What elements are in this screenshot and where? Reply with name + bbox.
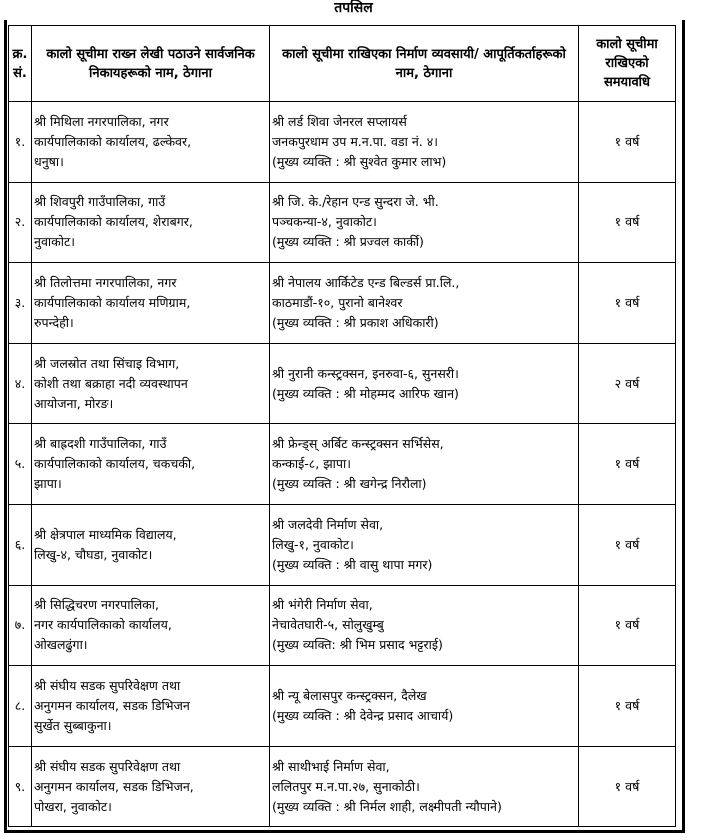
blacklist-table [8,25,676,827]
firm-line: (मुख्य व्यक्ति : श्री सुश्वेत कुमार लाभ) [272,153,447,169]
row-public-body [32,746,270,827]
public-body-line: नगर कार्यपालिकाको कार्यालय, [34,617,172,633]
public-body-line: नुवाकोट। [34,234,76,250]
public-body-line: पोखरा, नुवाकोट। [34,798,112,814]
table-row [9,424,676,505]
row-serial-number: १. [9,102,32,183]
firm-line: जनकपुरधाम उप म.न.पा. वडा नं. ४। [272,133,438,149]
row-firm [270,102,579,183]
public-body-line: लिखु-४, चौघडा, नुवाकोट। [34,546,153,562]
public-body-line: सुर्खेत सुब्बाकुना। [34,717,112,733]
firm-line: (मुख्य व्यक्ति : श्री निर्मल शाही, लक्ष्मीपती न्यौपाने) [272,798,502,814]
row-serial-number: ९. [9,746,32,827]
firm-line: श्री लर्ड शिवा जेनरल सप्लायर्स [272,113,407,129]
row-firm [270,504,579,585]
row-duration: १ वर्ष [579,263,676,344]
firm-line: (मुख्य व्यक्ति : श्री प्रकाश अधिकारी) [272,314,439,330]
firm-line: (मुख्य व्यक्ति: श्री भिम प्रसाद भट्टराई) [272,637,443,653]
row-firm [270,746,579,827]
table-row [9,263,676,344]
public-body-line: श्री मिथिला नगरपालिका, नगर [34,113,169,129]
public-body-line: श्री सिद्धिचरण नगरपालिका, [34,597,159,613]
firm-line: कन्काई-८, झापा। [272,456,351,472]
page-title: तपसिल [334,0,373,16]
table-row [9,585,676,666]
table-row [9,102,676,183]
firm-line: काठमाडौं-१०, पुरानो बानेश्वर [272,294,403,310]
firm-line: (मुख्य व्यक्ति : श्री खगेन्द्र निरौला) [272,476,427,492]
row-duration: १ वर्ष [579,746,676,827]
firm-line: श्री जलदेवी निर्माण सेवा, [272,516,384,532]
public-body-line: श्री जलस्रोत तथा सिंचाइ विभाग, [34,355,180,371]
public-body-line: ओखलढुंगा। [34,637,88,653]
firm-line: श्री जि. के./रेहान एन्ड सुन्दरा जे. भी. [272,194,439,210]
header-public-body: कालो सूचीमा राख्न लेखी पठाउने सार्वजनिक निकायहरूको नाम, ठेगाना [32,26,270,102]
public-body-line: श्री क्षेत्रपाल माध्यमिक विद्यालय, [34,526,177,542]
table-body [9,102,676,827]
public-body-line: धनुषा। [34,153,64,169]
row-serial-number: ३. [9,263,32,344]
public-body-line: श्री शिवपुरी गाउँपालिका, गाउँ [34,194,166,210]
firm-line: ललितपुर म.न.पा.२७, सुनाकोठी। [272,778,420,794]
table-row [9,504,676,585]
row-duration: १ वर्ष [579,424,676,505]
public-body-line: श्री तिलोत्तमा नगरपालिका, नगर [34,274,177,290]
header-sn: क्र. सं. [9,26,32,102]
public-body-line: श्री संघीय सडक सुपरिवेक्षण तथा [34,677,181,693]
row-duration: १ वर्ष [579,585,676,666]
row-firm [270,424,579,505]
public-body-line: झापा। [34,476,62,492]
public-body-line: कार्यपालिकाको कार्यालय, ढल्केवर, [34,133,192,149]
row-public-body [32,182,270,263]
public-body-line: कोशी तथा बक्राहा नदी व्यवस्थापन [34,375,188,391]
row-serial-number: ५. [9,424,32,505]
row-serial-number: ७. [9,585,32,666]
row-serial-number: ४. [9,343,32,424]
public-body-line: अनुगमन कार्यालय, सडक डिभिजन, [34,778,194,794]
row-duration: १ वर्ष [579,102,676,183]
row-firm [270,585,579,666]
row-serial-number: ८. [9,666,32,747]
firm-line: श्री भंगेरी निर्माण सेवा, [272,597,373,613]
row-duration: १ वर्ष [579,182,676,263]
public-body-line: श्री बाह्रदशी गाउँपालिका, गाउँ [34,436,167,452]
public-body-line: कार्यपालिकाको कार्यालय, चकचकी, [34,456,196,472]
public-body-line: कार्यपालिकाको कार्यालय, शेराबगर, [34,214,193,230]
public-body-line: कार्यपालिकाको कार्यालय मणिग्राम, [34,294,191,310]
firm-line: पञ्चकन्या-४, नुवाकोट। [272,214,377,230]
row-public-body [32,343,270,424]
firm-line: लिखु-१, नुवाकोट। [272,536,354,552]
row-public-body [32,585,270,666]
row-firm [270,666,579,747]
public-body-line: आयोजना, मोरङ। [34,395,114,411]
table-row [9,666,676,747]
table-row [9,746,676,827]
row-firm [270,343,579,424]
firm-line: श्री न्यू बेलासपुर कन्स्ट्रक्सन, दैलेख [272,687,427,703]
table-row [9,343,676,424]
firm-line: (मुख्य व्यक्ति : श्री प्रज्वल कार्की) [272,234,424,250]
row-serial-number: ६. [9,504,32,585]
header-row [9,26,676,102]
row-firm [270,182,579,263]
row-duration: १ वर्ष [579,504,676,585]
row-public-body [32,263,270,344]
public-body-line: श्री संघीय सडक सुपरिवेक्षण तथा [34,758,181,774]
public-body-line: रुपन्देही। [34,314,74,330]
public-body-line: अनुगमन कार्यालय, सडक डिभिजन [34,697,190,713]
firm-line: श्री साथीभाई निर्माण सेवा, [272,758,390,774]
table-row [9,182,676,263]
firm-line: श्री नेपालय आर्किटेड एन्ड बिल्डर्स प्रा.लि., [272,274,460,290]
header-duration: कालो सूचीमा राखिएको समयावधि [579,26,676,102]
firm-line: (मुख्य व्यक्ति : श्री वासु थापा मगर) [272,556,433,572]
firm-line: (मुख्य व्यक्ति : श्री मोहम्मद आरिफ खान) [272,385,459,401]
firm-line: श्री नुरानी कन्स्ट्रक्सन, इनरुवा-६, सुनसरी। [272,365,459,381]
firm-line: श्री फ्रेन्ड्स् अर्बिट कन्स्ट्रक्सन सर्भिसेस, [272,436,444,452]
firm-line: नेचावेतघारी-५, सोलुखुम्बु [272,617,384,633]
row-serial-number: २. [9,182,32,263]
row-public-body [32,102,270,183]
header-firm: कालो सूचीमा राखिएका निर्माण व्यवसायी/ आपूर्तिकर्ताहरूको नाम, ठेगाना [270,26,579,102]
row-duration: २ वर्ष [579,343,676,424]
firm-line: (मुख्य व्यक्ति : श्री देवेन्द्र प्रसाद आचार्य) [272,707,454,723]
row-public-body [32,666,270,747]
row-firm [270,263,579,344]
row-duration: १ वर्ष [579,666,676,747]
row-public-body [32,424,270,505]
row-public-body [32,504,270,585]
